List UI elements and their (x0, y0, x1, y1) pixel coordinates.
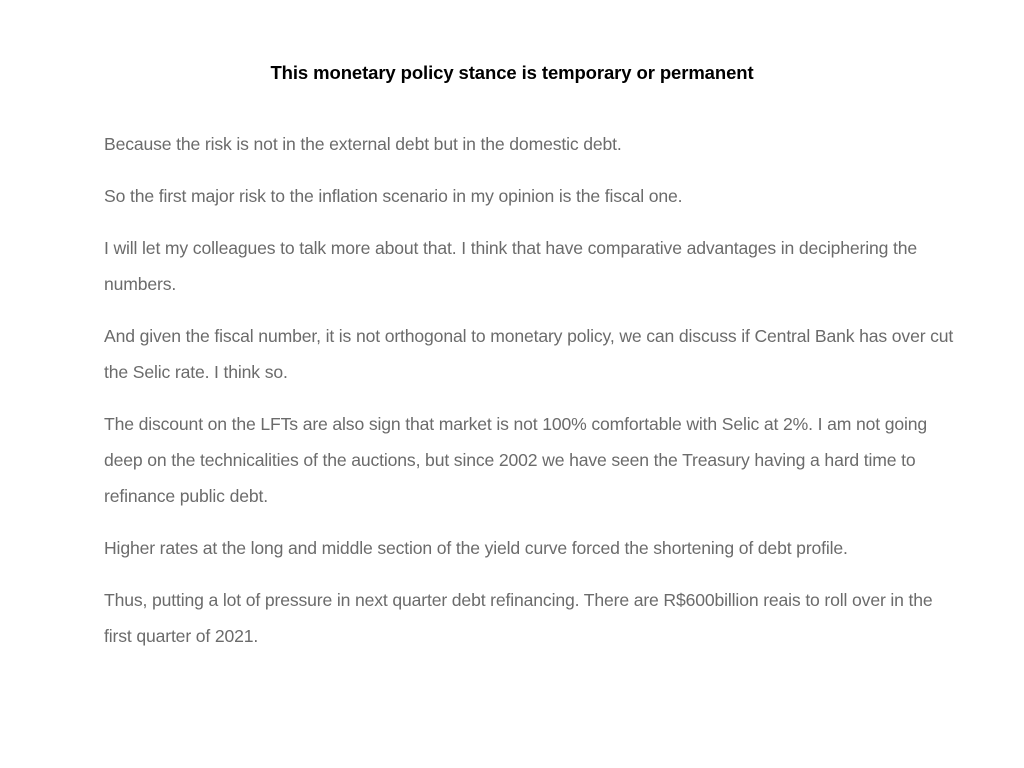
paragraph-colleagues: I will let my colleagues to talk more about that. I think that have comparative advantages in deciphering the numbers. (104, 238, 917, 294)
slide-body (104, 126, 964, 670)
paragraph-lft-discount: The discount on the LFTs are also sign that market is not 100% comfortable with Selic at 2%. I am not going deep on the technicalities of the auctions, but since 2002 we have seen the Treasury having a hard time to refinance public debt. (104, 414, 928, 506)
slide-title: This monetary policy stance is temporary or permanent (270, 62, 754, 83)
paragraph-yield-curve: Higher rates at the long and middle section of the yield curve forced the shortening of debt profile. (104, 538, 848, 558)
paragraph-external-debt: Because the risk is not in the external debt but in the domestic debt. (104, 134, 622, 154)
paragraph-selic-cut: And given the fiscal number, it is not orthogonal to monetary policy, we can discuss if Central Bank has over cut the Selic rate. I think so. (104, 326, 954, 382)
paragraph-refinancing: Thus, putting a lot of pressure in next quarter debt refinancing. There are R$600billion reais to roll over in the first quarter of 2021. (104, 590, 933, 646)
paragraph-fiscal-risk: So the first major risk to the inflation scenario in my opinion is the fiscal one. (104, 186, 683, 206)
